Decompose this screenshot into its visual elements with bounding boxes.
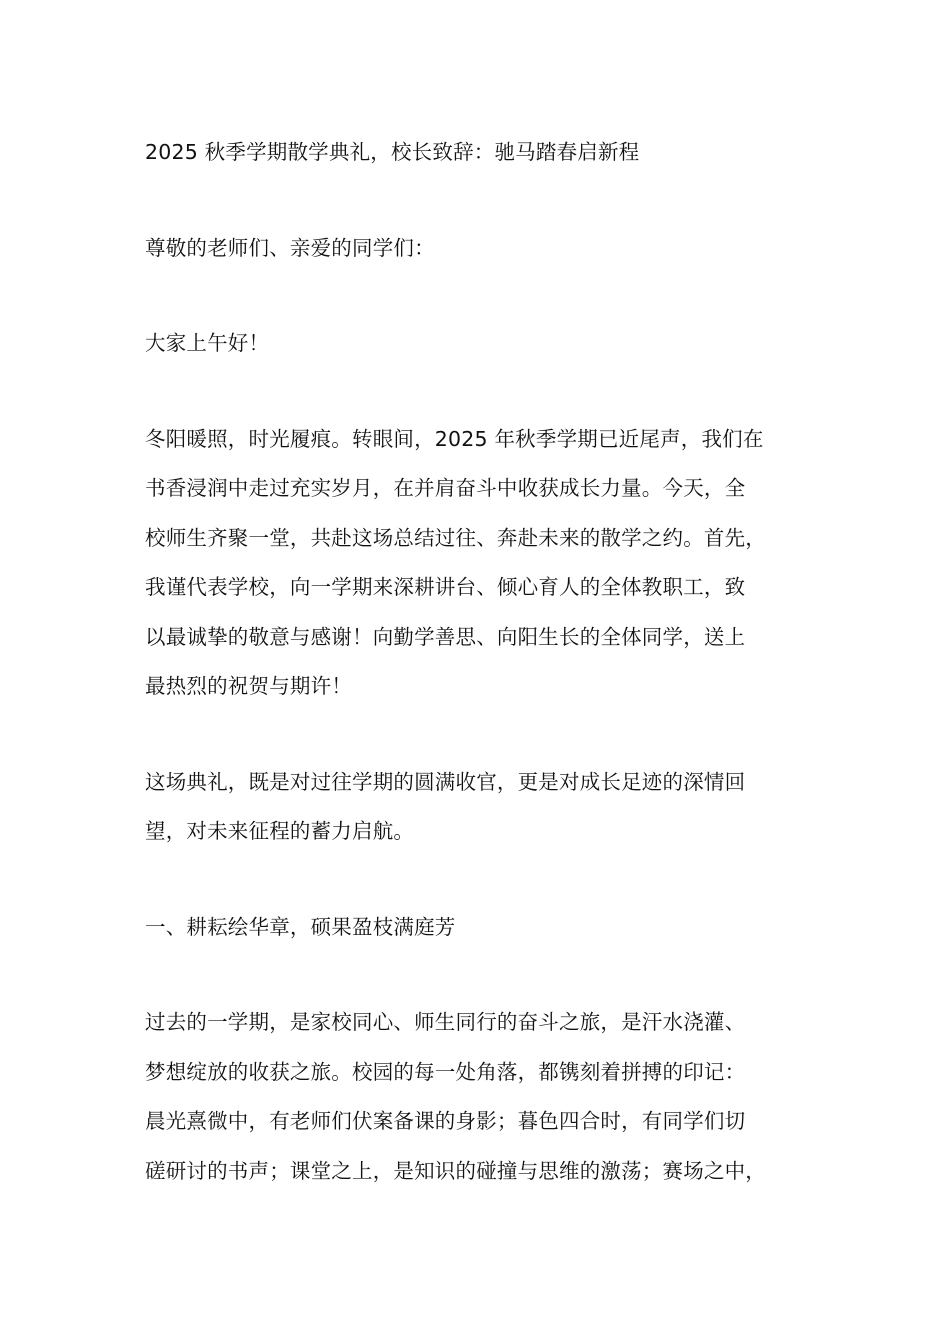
paragraph-line: 最热烈的祝贺与期许！: [145, 674, 352, 698]
section-heading: [145, 903, 835, 953]
paragraph-line: 这场典礼，既是对过往学期的圆满收官，更是对成长足迹的深情回: [145, 769, 746, 794]
greeting-text: 大家上午好！: [145, 331, 270, 355]
paragraph-line: 晨光熹微中，有老师们伏案备课的身影；暮色四合时，有同学们切: [145, 1109, 746, 1133]
paragraph-line: 磋研讨的书声；课堂之上，是知识的碰撞与思维的激荡；赛场之中，: [145, 1158, 766, 1183]
paragraph-line: 校师生齐聚一堂，共赴这场总结过往、奔赴未来的散学之约。首先，: [145, 525, 766, 550]
paragraph-line: 梦想绽放的收获之旅。校园的每一处角落，都镌刻着拼搏的印记：: [145, 1059, 746, 1084]
paragraph-line: 过去的一学期，是家校同心、师生同行的奋斗之旅，是汗水浇灌、: [145, 1010, 746, 1034]
title-text: 2025 秋季学期散学典礼，校长致辞：驰马踏春启新程: [145, 140, 640, 164]
salutation: [145, 224, 835, 274]
paragraph-opening: [145, 415, 835, 712]
paragraph-ceremony: [145, 758, 835, 857]
paragraph-line: 以最诚挚的敬意与感谢！向勤学善思、向阳生长的全体同学，送上: [145, 624, 746, 649]
document-title: [145, 128, 835, 178]
document-body: [145, 128, 835, 1246]
salutation-text: 尊敬的老师们、亲爱的同学们：: [145, 235, 435, 260]
paragraph-review: [145, 998, 835, 1196]
paragraph-line: 我谨代表学校，向一学期来深耕讲台、倾心育人的全体教职工，致: [145, 575, 746, 599]
section-heading-text: 一、耕耘绘华章，硕果盈枝满庭芳: [145, 914, 456, 939]
paragraph-line: 望，对未来征程的蓄力启航。: [145, 819, 415, 843]
paragraph-line: 书香浸润中走过充实岁月，在并肩奋斗中收获成长力量。今天，全: [145, 476, 746, 500]
paragraph-line: 冬阳暖照，时光履痕。转眼间，2025 年秋季学期已近尾声，我们在: [145, 426, 764, 451]
greeting: [145, 319, 835, 369]
